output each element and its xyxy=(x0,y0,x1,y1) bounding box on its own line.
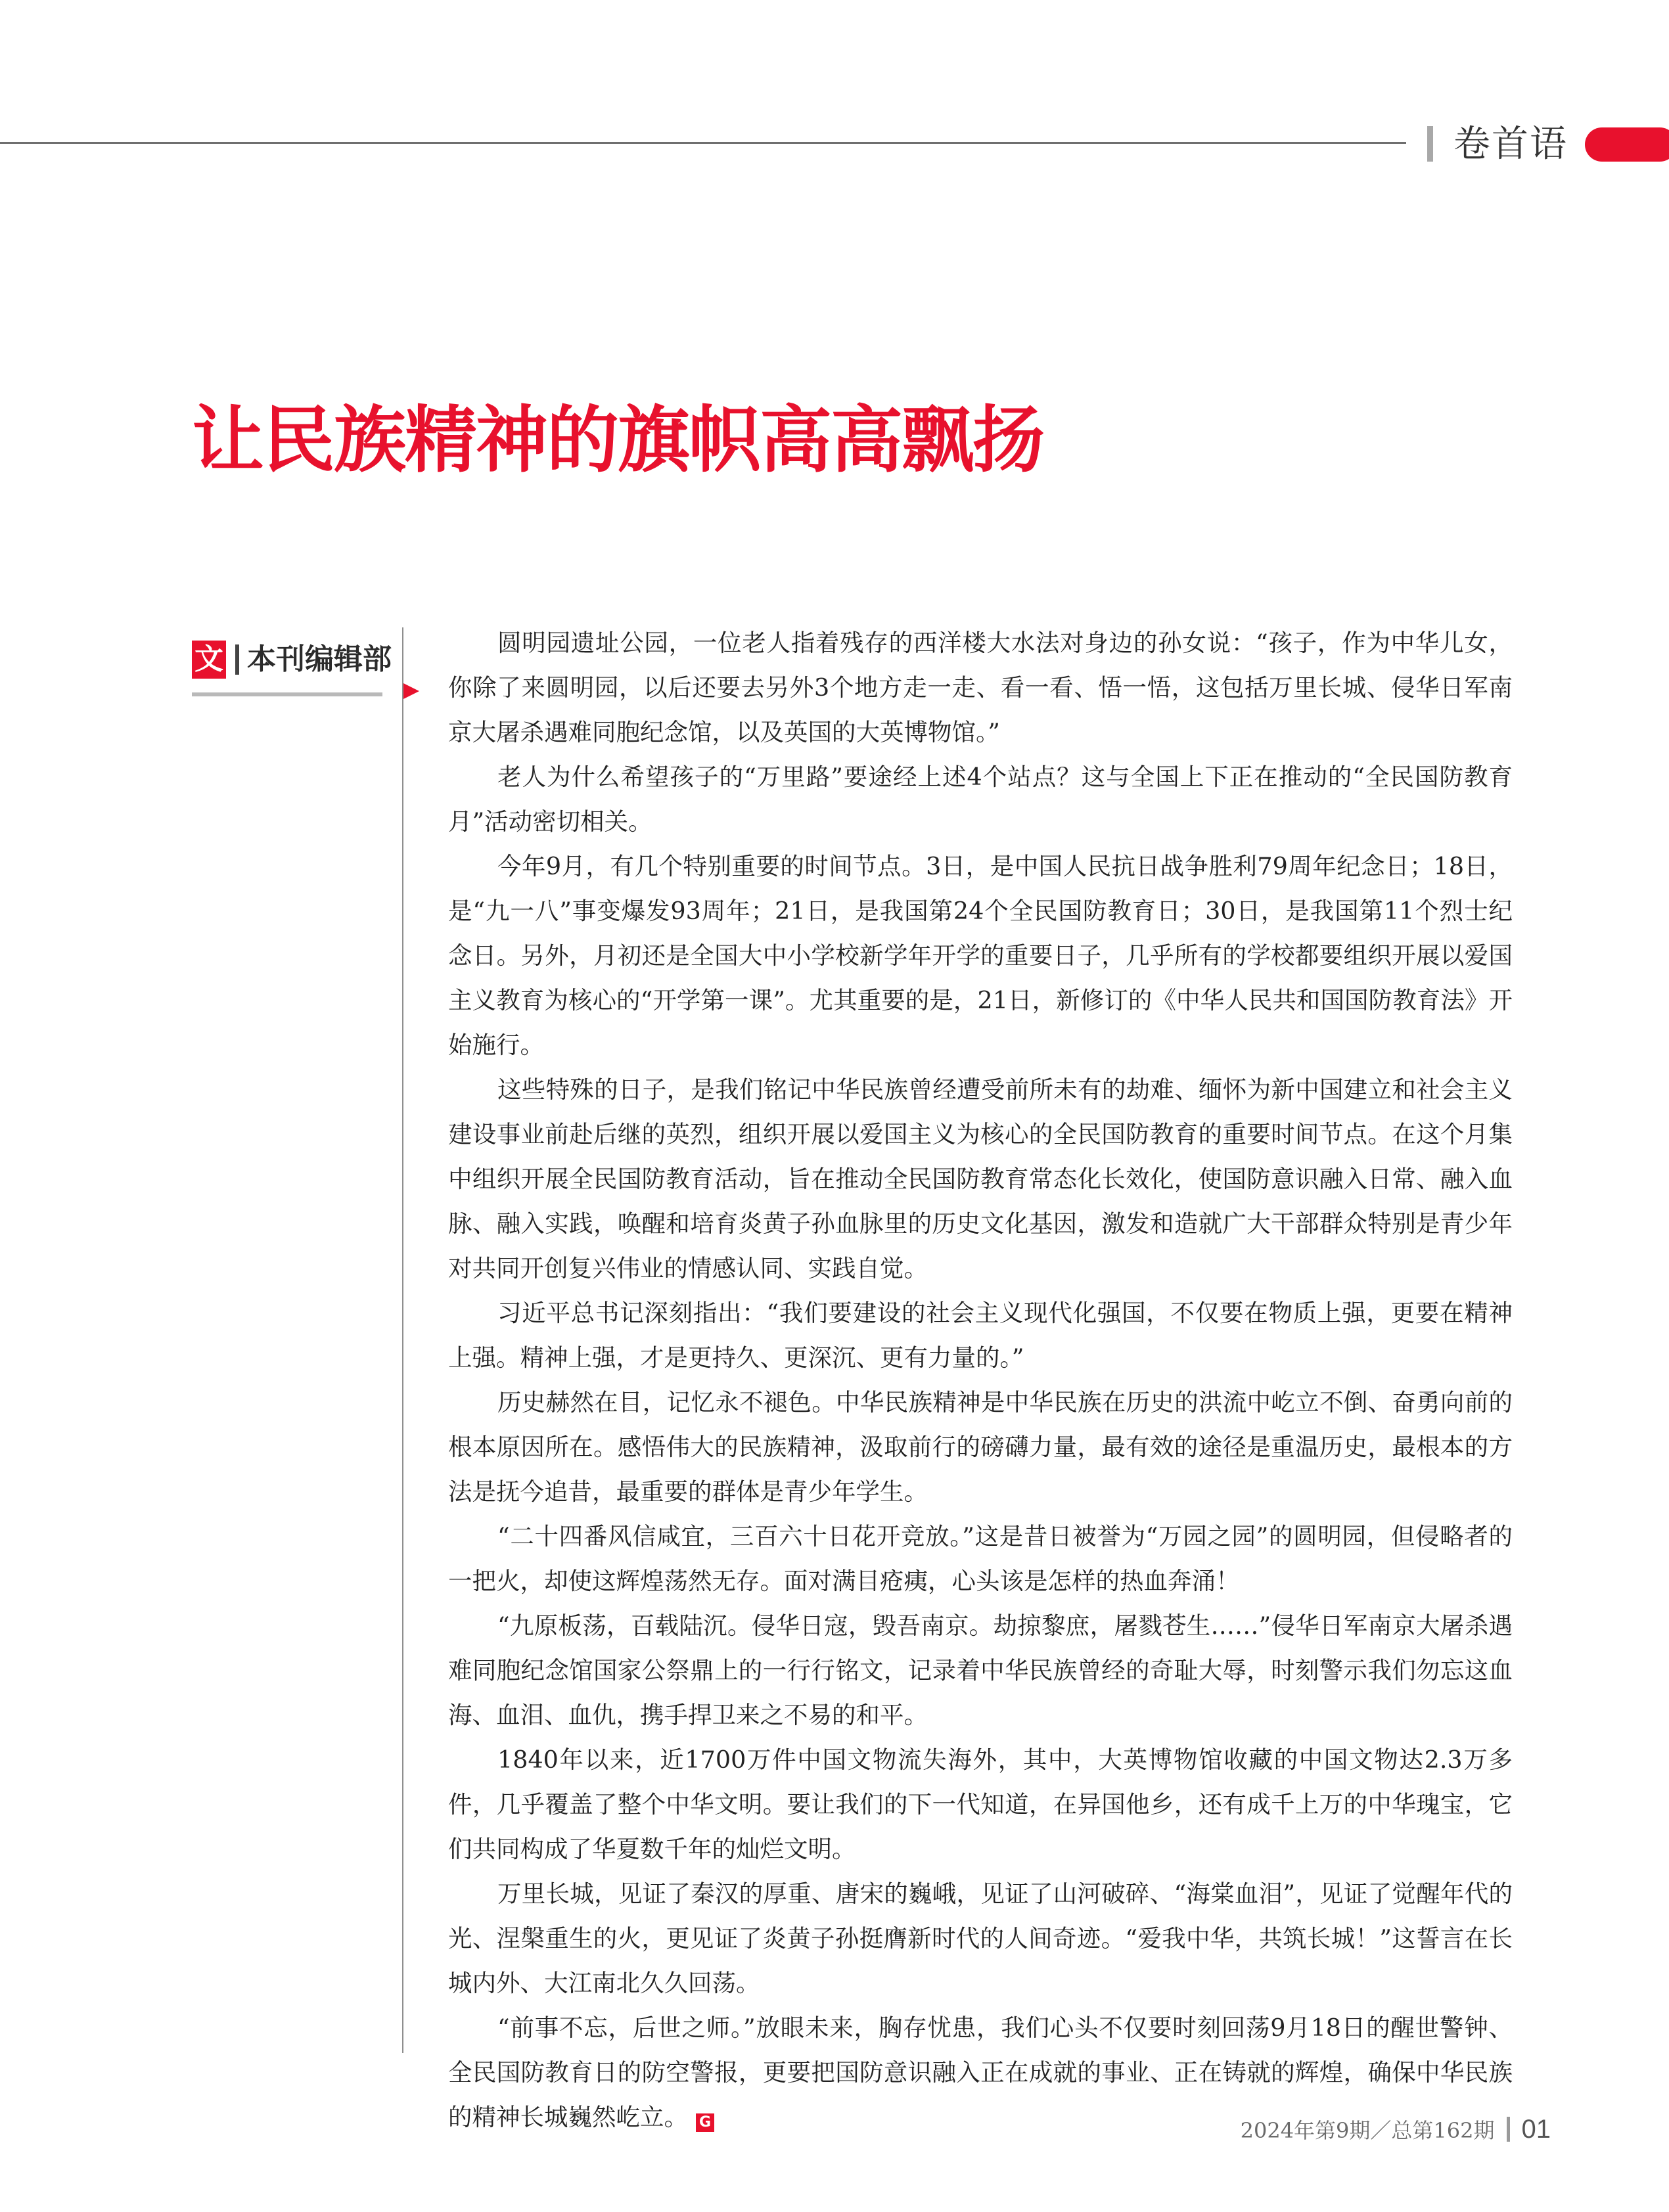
paragraph: 这些特殊的日子，是我们铭记中华民族曾经遭受前所未有的劫难、缅怀为新中国建立和社会主义建设事业前赴后继的英烈，组织开展以爱国主义为核心的全民国防教育的重要时间节点。在这个月集中组织开展全民国防教育活动，旨在推动全民国防教育常态化长效化，使国防意识融入日常、融入血脉、融入实践，唤醒和培育炎黄子孙血脉里的历史文化基因，激发和造就广大干部群众特别是青少年对共同开创复兴伟业的情感认同、实践自觉。 xyxy=(448,1075,1513,1282)
paragraph: 万里长城，见证了秦汉的厚重、唐宋的巍峨，见证了山河破碎、“海棠血泪”，见证了觉醒年代的光、涅槃重生的火，更见证了炎黄子孙挺膺新时代的人间奇迹。“爱我中华，共筑长城！”这誓言在长城内外、大江南北久久回荡。 xyxy=(448,1880,1513,1997)
paragraph: 今年9月，有几个特别重要的时间节点。3日，是中国人民抗日战争胜利79周年纪念日；18日，是“九一八”事变爆发93周年；21日，是我国第24个全民国防教育日；30日，是我国第11个烈士纪念日。另外，月初还是全国大中小学校新学年开学的重要日子，几乎所有的学校都要组织开展以爱国主义教育为核心的“开学第一课”。尤其重要的是，21日，新修订的《中华人民共和国国防教育法》开始施行。 xyxy=(448,852,1513,1059)
byline-separator xyxy=(235,644,239,675)
section-divider xyxy=(1427,126,1433,162)
paragraph: 老人为什么希望孩子的“万里路”要途经上述4个站点？这与全国上下正在推动的“全民国防教育月”活动密切相关。 xyxy=(448,763,1513,836)
column-rule xyxy=(402,627,403,2053)
issue-info: 2024年第9期／总第162期 xyxy=(1240,2118,1495,2143)
section-accent-tab xyxy=(1585,127,1669,162)
end-mark-icon: G xyxy=(696,2113,714,2132)
page-footer xyxy=(1241,2114,1551,2144)
byline xyxy=(192,641,392,679)
paragraph: 圆明园遗址公园，一位老人指着残存的西洋楼大水法对身边的孙女说：“孩子，作为中华儿女，你除了来圆明园，以后还要去另外3个地方走一走、看一看、悟一悟，这包括万里长城、侵华日军南京大屠杀遇难同胞纪念馆，以及英国的大英博物馆。” xyxy=(448,629,1513,746)
column-marker-arrow xyxy=(403,683,419,699)
byline-marker: 文 xyxy=(192,641,226,679)
article-body xyxy=(448,621,1513,2140)
paragraph: “九原板荡，百载陆沉。侵华日寇，毁吾南京。劫掠黎庶，屠戮苍生……”侵华日军南京大屠杀遇难同胞纪念馆国家公祭鼎上的一行行铭文，记录着中华民族曾经的奇耻大辱，时刻警示我们勿忘这血海、血泪、血仇，携手捍卫来之不易的和平。 xyxy=(448,1612,1513,1729)
page-number: 01 xyxy=(1521,2114,1551,2144)
paragraph-text: “前事不忘，后世之师。”放眼未来，胸存忧患，我们心头不仅要时刻回荡9月18日的醒世警钟、全民国防教育日的防空警报，更要把国防意识融入正在成就的事业、正在铸就的辉煌，确保中华民族的精神长城巍然屹立。 xyxy=(448,2014,1513,2131)
byline-underline xyxy=(192,692,382,696)
article-title: 让民族精神的旗帜高高飘扬 xyxy=(192,398,1043,482)
paragraph: 习近平总书记深刻指出：“我们要建设的社会主义现代化强国，不仅要在物质上强，更要在精神上强。精神上强，才是更持久、更深沉、更有力量的。” xyxy=(448,1299,1513,1372)
header-rule xyxy=(0,142,1406,144)
paragraph: 1840年以来，近1700万件中国文物流失海外，其中，大英博物馆收藏的中国文物达2.3万多件，几乎覆盖了整个中华文明。要让我们的下一代知道，在异国他乡，还有成千上万的中华瑰宝，它们共同构成了华夏数千年的灿烂文明。 xyxy=(448,1746,1513,1863)
footer-separator xyxy=(1507,2117,1510,2142)
paragraph: 历史赫然在目，记忆永不褪色。中华民族精神是中华民族在历史的洪流中屹立不倒、奋勇向前的根本原因所在。感悟伟大的民族精神，汲取前行的磅礴力量，最有效的途径是重温历史，最根本的方法是抚今追昔，最重要的群体是青少年学生。 xyxy=(448,1388,1513,1506)
byline-author: 本刊编辑部 xyxy=(247,643,392,676)
paragraph: “二十四番风信咸宜，三百六十日花开竞放。”这是昔日被誉为“万园之园”的圆明园，但侵略者的一把火，却使这辉煌荡然无存。面对满目疮痍，心头该是怎样的热血奔涌！ xyxy=(448,1522,1513,1595)
section-label: 卷首语 xyxy=(1453,123,1568,166)
